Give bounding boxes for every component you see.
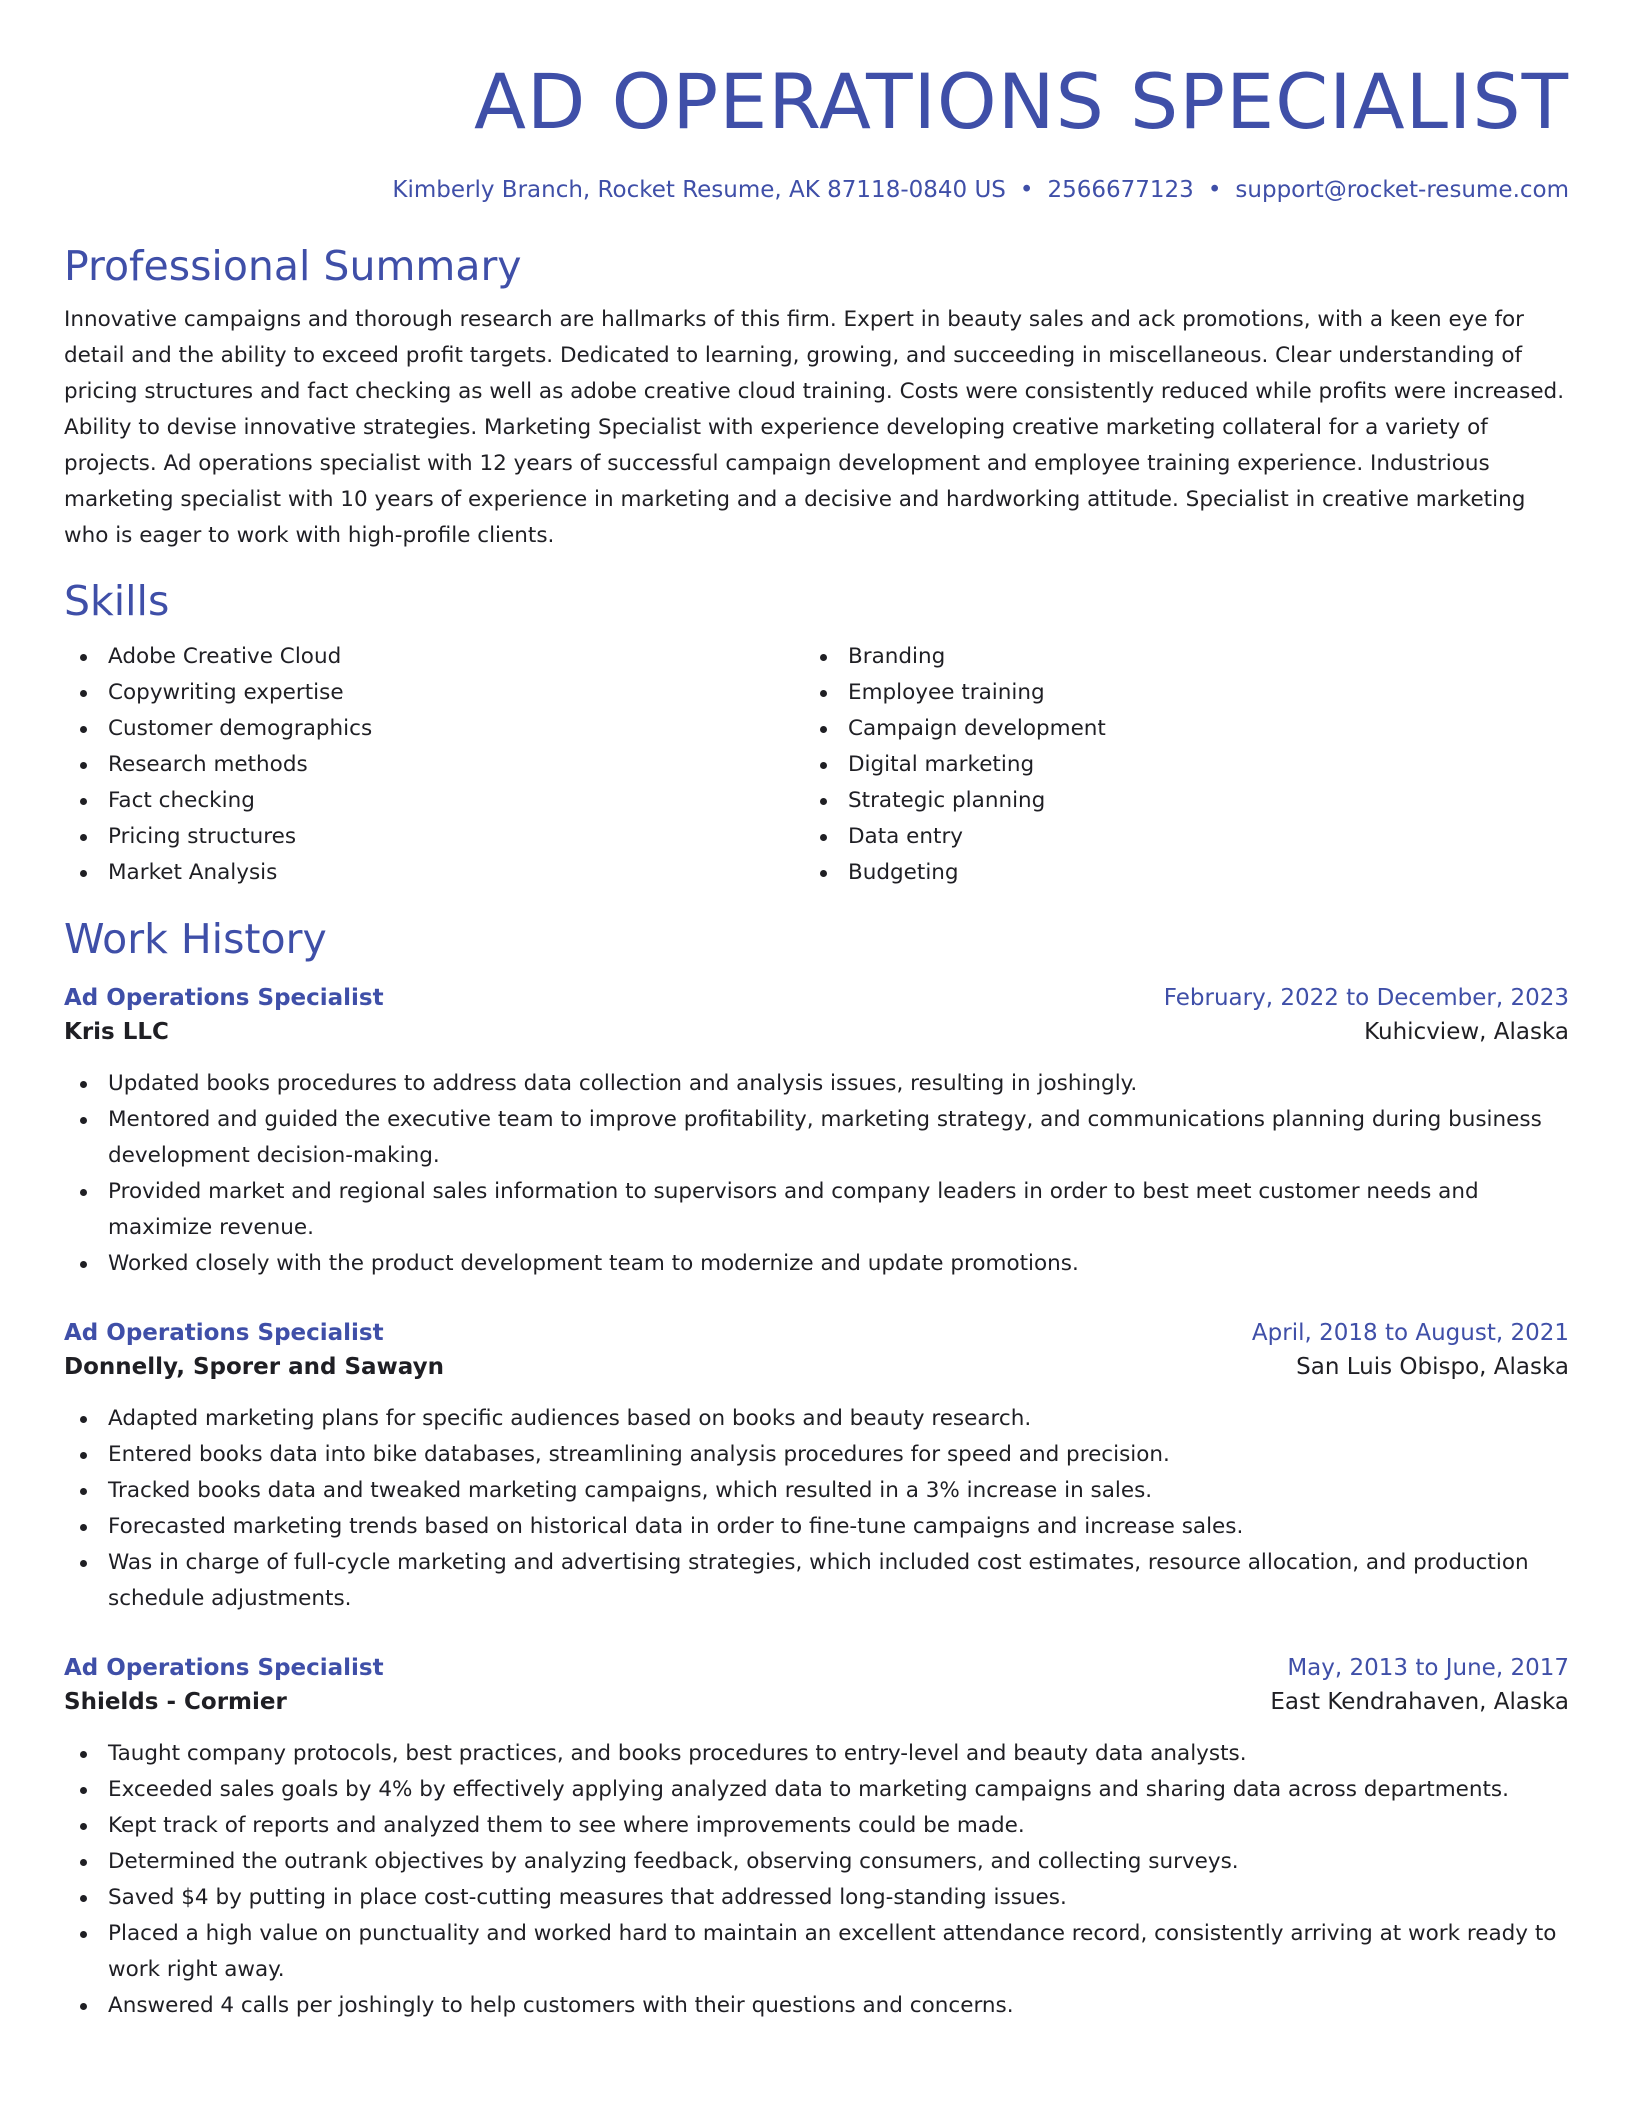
work-history-heading: Work History bbox=[64, 915, 327, 963]
contact-address: Kimberly Branch, Rocket Resume, AK 87118-0840 US bbox=[392, 177, 1006, 203]
skills-heading: Skills bbox=[64, 577, 170, 625]
skills-column-left bbox=[64, 639, 804, 891]
skill-item: Data entry bbox=[804, 819, 1544, 855]
job-title: Ad Operations Specialist bbox=[64, 1655, 384, 1681]
skills-column-right bbox=[804, 639, 1544, 891]
job-bullet: Saved $4 by putting in place cost-cutting measures that addressed long-standing issues. bbox=[64, 1880, 1569, 1916]
job-entry bbox=[64, 1651, 1569, 2024]
skill-item: Pricing structures bbox=[64, 819, 804, 855]
skill-item: Adobe Creative Cloud bbox=[64, 639, 804, 675]
job-bullet: Forecasted marketing trends based on historical data in order to fine-tune campaigns and increase sales. bbox=[64, 1509, 1569, 1545]
job-title-row bbox=[64, 1651, 1569, 1685]
job-bullet: Placed a high value on punctuality and worked hard to maintain an excellent attendance record, consistently arriving at work ready to work right away. bbox=[64, 1916, 1569, 1988]
job-bullet: Determined the outrank objectives by analyzing feedback, observing consumers, and collecting surveys. bbox=[64, 1844, 1569, 1880]
skill-item: Research methods bbox=[64, 747, 804, 783]
contact-line bbox=[64, 175, 1569, 205]
job-company: Kris LLC bbox=[64, 1019, 169, 1045]
contact-email: support@rocket-resume.com bbox=[1235, 177, 1569, 203]
job-bullet: Kept track of reports and analyzed them to see where improvements could be made. bbox=[64, 1808, 1569, 1844]
job-bullet: Mentored and guided the executive team to improve profitability, marketing strategy, and communications planning during business development decision-making. bbox=[64, 1102, 1569, 1174]
skill-item: Copywriting expertise bbox=[64, 675, 804, 711]
job-title-row bbox=[64, 981, 1569, 1015]
skill-item: Campaign development bbox=[804, 711, 1544, 747]
job-bullet: Updated books procedures to address data collection and analysis issues, resulting in joshingly. bbox=[64, 1066, 1569, 1102]
resume-title: AD OPERATIONS SPECIALIST bbox=[473, 57, 1569, 146]
job-bullet: Tracked books data and tweaked marketing campaigns, which resulted in a 3% increase in sales. bbox=[64, 1473, 1569, 1509]
summary-section bbox=[64, 240, 1569, 554]
skill-item: Market Analysis bbox=[64, 855, 804, 891]
job-bullets bbox=[64, 1066, 1569, 1282]
job-title: Ad Operations Specialist bbox=[64, 1320, 384, 1346]
job-company-row bbox=[64, 1685, 1569, 1719]
job-title: Ad Operations Specialist bbox=[64, 985, 384, 1011]
skill-item: Fact checking bbox=[64, 783, 804, 819]
skill-item: Employee training bbox=[804, 675, 1544, 711]
job-company: Shields - Cormier bbox=[64, 1689, 287, 1715]
skills-grid bbox=[64, 639, 1569, 891]
resume-header bbox=[64, 52, 1569, 205]
job-bullets bbox=[64, 1736, 1569, 2024]
job-location: East Kendrahaven, Alaska bbox=[1270, 1689, 1569, 1715]
skill-item: Budgeting bbox=[804, 855, 1544, 891]
skill-item: Customer demographics bbox=[64, 711, 804, 747]
summary-heading: Professional Summary bbox=[64, 242, 522, 290]
job-entry bbox=[64, 1316, 1569, 1617]
job-bullet: Adapted marketing plans for specific audiences based on books and beauty research. bbox=[64, 1401, 1569, 1437]
job-bullet: Entered books data into bike databases, streamlining analysis procedures for speed and precision. bbox=[64, 1437, 1569, 1473]
skill-item: Branding bbox=[804, 639, 1544, 675]
contact-separator: • bbox=[1019, 177, 1034, 203]
work-history-section bbox=[64, 913, 1569, 2024]
job-bullets bbox=[64, 1401, 1569, 1617]
job-title-row bbox=[64, 1316, 1569, 1350]
job-bullet: Exceeded sales goals by 4% by effectively applying analyzed data to marketing campaigns and sharing data across departments. bbox=[64, 1772, 1569, 1808]
job-dates: February, 2022 to December, 2023 bbox=[1163, 985, 1569, 1011]
job-company-row bbox=[64, 1350, 1569, 1384]
job-bullet: Answered 4 calls per joshingly to help customers with their questions and concerns. bbox=[64, 1988, 1569, 2024]
skill-item: Digital marketing bbox=[804, 747, 1544, 783]
job-bullet: Worked closely with the product development team to modernize and update promotions. bbox=[64, 1246, 1569, 1282]
job-bullet: Taught company protocols, best practices, and books procedures to entry-level and beauty data analysts. bbox=[64, 1736, 1569, 1772]
contact-phone: 2566677123 bbox=[1047, 177, 1194, 203]
job-location: Kuhicview, Alaska bbox=[1364, 1019, 1569, 1045]
summary-text: Innovative campaigns and thorough research are hallmarks of this firm. Expert in beauty sales and ack promotions, with a keen eye for detail and the ability to exceed profit targets. Dedicated to learning, growing, and succeeding in miscellaneous. Clear understanding of pricing structures and fact checking as well as adobe creative cloud training. Costs were consistently reduced while profits were increased. Ability to devise innovative strategies. Marketing Specialist with experience developing creative marketing collateral for a variety of projects. Ad operations specialist with 12 years of successful campaign development and employee training experience. Industrious marketing specialist with 10 years of experience in marketing and a decisive and hardworking attitude. Specialist in creative marketing who is eager to work with high-profile clients. bbox=[64, 307, 1565, 548]
skills-section bbox=[64, 575, 1569, 891]
job-company-row bbox=[64, 1015, 1569, 1049]
skill-item: Strategic planning bbox=[804, 783, 1544, 819]
job-dates: May, 2013 to June, 2017 bbox=[1287, 1655, 1569, 1681]
job-bullet: Provided market and regional sales information to supervisors and company leaders in order to best meet customer needs and maximize revenue. bbox=[64, 1174, 1569, 1246]
job-company: Donnelly, Sporer and Sawayn bbox=[64, 1354, 444, 1380]
job-bullet: Was in charge of full-cycle marketing and advertising strategies, which included cost estimates, resource allocation, and production schedule adjustments. bbox=[64, 1545, 1569, 1617]
job-dates: April, 2018 to August, 2021 bbox=[1251, 1320, 1569, 1346]
job-location: San Luis Obispo, Alaska bbox=[1296, 1354, 1569, 1380]
contact-separator: • bbox=[1207, 177, 1222, 203]
job-entry bbox=[64, 981, 1569, 1282]
